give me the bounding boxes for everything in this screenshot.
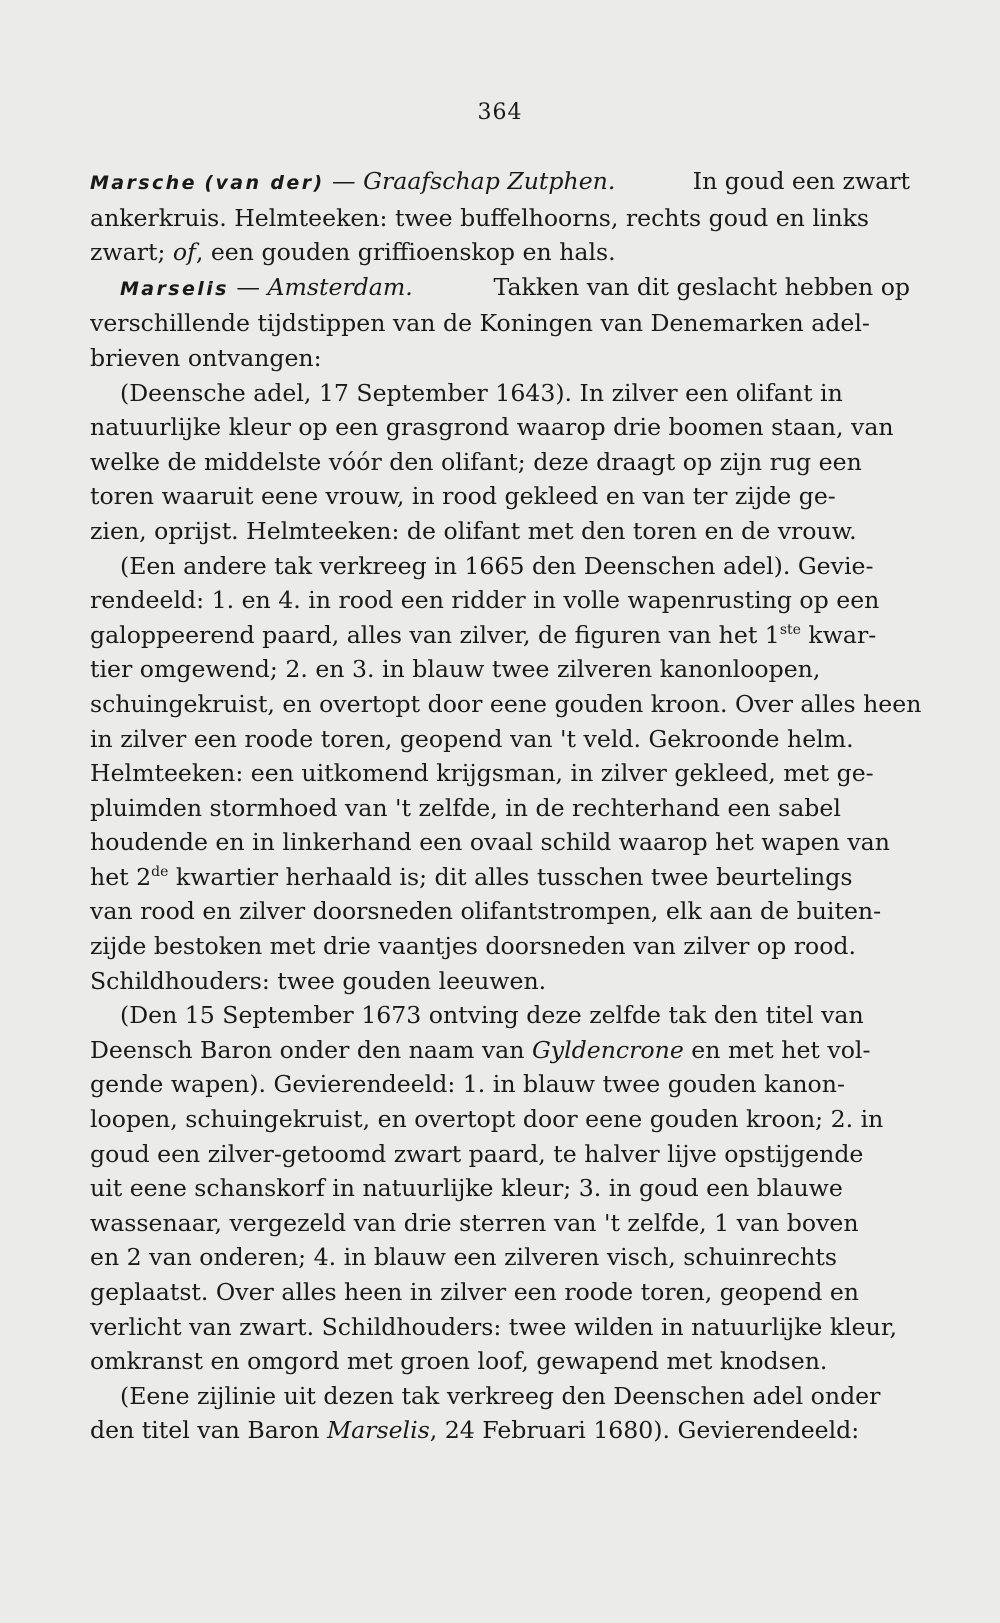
- text-line: verlicht van zwart. Schildhouders: twee wilden in natuurlijke kleur,: [90, 1312, 898, 1341]
- ordinal-superscript: ste: [779, 621, 801, 638]
- text-line: Marsche (van der) — Graafschap Zutphen. In goud een zwart: [90, 164, 910, 201]
- page-body: [90, 164, 922, 1448]
- text-line: galoppeerend paard, alles van zilver, de figuren van het 1ste kwar-: [90, 620, 877, 649]
- text-line: den titel van Baron Marselis, 24 Februari 1680). Gevierendeeld:: [90, 1416, 860, 1445]
- text-line: het 2de kwartier herhaald is; dit alles tusschen twee beurtelings: [90, 862, 853, 891]
- text-line: ankerkruis. Helmteeken: twee buffelhoorns, rechts goud en links: [90, 203, 870, 232]
- text-line: wassenaar, vergezeld van drie sterren van 't zelfde, 1 van boven: [90, 1208, 859, 1237]
- text-line: pluimden stormhoed van 't zelfde, in de rechterhand een sabel: [90, 793, 841, 822]
- text-line: van rood en zilver doorsneden olifantstrompen, elk aan de buiten-: [90, 897, 882, 926]
- text-line: Schildhouders: twee gouden leeuwen.: [90, 966, 547, 995]
- text-line: Deensch Baron onder den naam van Gyldencrone en met het vol-: [90, 1035, 871, 1064]
- text-line: en 2 van onderen; 4. in blauw een zilveren visch, schuinrechts: [90, 1243, 837, 1272]
- title-marselis: Marselis: [326, 1416, 430, 1445]
- page-number: 364: [477, 100, 523, 125]
- text-line: zwart; of, een gouden griffioenskop en hals.: [90, 238, 616, 267]
- text-line: (Den 15 September 1673 ontving deze zelfde tak den titel van: [120, 1001, 864, 1030]
- text-line: brieven ontvangen:: [90, 343, 322, 372]
- text-line: tier omgewend; 2. en 3. in blauw twee zilveren kanonloopen,: [90, 655, 821, 684]
- text-line: Helmteeken: een uitkomend krijgsman, in zilver gekleed, met ge-: [90, 759, 874, 788]
- text-line: goud een zilver-getoomd zwart paard, te halver lijve opstijgende: [90, 1139, 864, 1168]
- text-line: (Een andere tak verkreeg in 1665 den Deenschen adel). Gevie-: [120, 551, 874, 580]
- text-line: geplaatst. Over alles heen in zilver een roode toren, geopend en: [90, 1278, 859, 1306]
- text-line: uit eene schanskorf in natuurlijke kleur; 3. in goud een blauwe: [90, 1174, 843, 1203]
- entry-place: Amsterdam.: [267, 272, 413, 301]
- entry-name: Marselis: [120, 277, 229, 300]
- text-line: zijde bestoken met drie vaantjes doorsneden van zilver op rood.: [90, 932, 857, 961]
- text-line: schuingekruist, en overtopt door eene gouden kroon. Over alles heen: [90, 689, 922, 718]
- title-gyldencrone: Gyldencrone: [531, 1035, 684, 1064]
- text-line: in zilver een roode toren, geopend van 't veld. Gekroonde helm.: [90, 724, 854, 753]
- text-line: (Deensche adel, 17 September 1643). In zilver een olifant in: [120, 378, 843, 407]
- text-line: houdende en in linkerhand een ovaal schild waarop het wapen van: [90, 828, 890, 857]
- entry-heading-marselis: Marselis — Amsterdam.: [120, 272, 413, 301]
- ordinal-superscript: de: [151, 864, 169, 881]
- text-line: rendeeld: 1. en 4. in rood een ridder in volle wapenrusting op een: [90, 586, 880, 615]
- entry-place: Graafschap Zutphen.: [363, 167, 616, 195]
- text-line: welke de middelste vóór den olifant; deze draagt op zijn rug een: [90, 447, 862, 476]
- text-line: zien, oprijst. Helmteeken: de olifant met den toren en de vrouw.: [90, 516, 857, 545]
- text-line: natuurlijke kleur op een grasgrond waarop drie boomen staan, van: [90, 413, 894, 442]
- text-line: verschillende tijdstippen van de Koningen van Denemarken adel-: [90, 309, 870, 338]
- text-line: gende wapen). Gevierendeeld: 1. in blauw twee gouden kanon-: [90, 1070, 845, 1099]
- text-line: (Eene zijlinie uit dezen tak verkreeg den Deenschen adel onder: [120, 1381, 881, 1410]
- entry-name: Marsche: [90, 172, 197, 194]
- entry-name-suffix: (van der): [204, 172, 325, 194]
- text-line: omkranst en omgord met groen loof, gewapend met knodsen.: [90, 1347, 828, 1376]
- text-line: Marselis — Amsterdam. Takken van dit geslacht hebben op: [90, 270, 910, 307]
- entry-heading-marsche: Marsche (van der) — Graafschap Zutphen.: [90, 167, 616, 195]
- text-line: loopen, schuingekruist, en overtopt door eene gouden kroon; 2. in: [90, 1105, 884, 1134]
- text-line: toren waaruit eene vrouw, in rood gekleed en van ter zijde ge-: [90, 482, 836, 511]
